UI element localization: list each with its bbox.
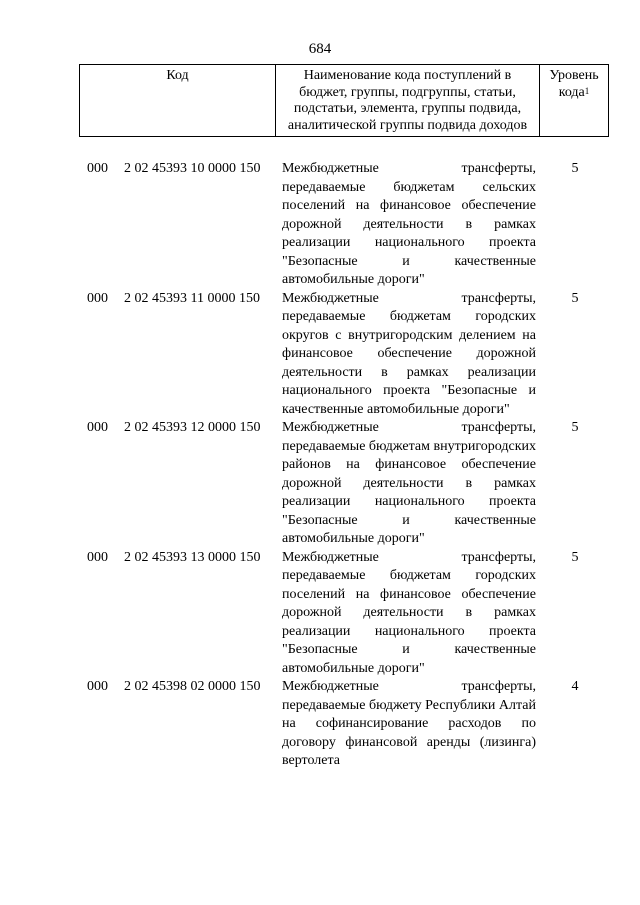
header-level (540, 65, 608, 136)
row-description: Межбюджетные трансферты, передаваемые бюджету Республики Алтай на софинансирование расходов по договору финансовой аренды (лизинга) вертолета (282, 679, 536, 768)
row-budget-code: 2 02 45398 02 0000 150 (124, 679, 261, 694)
page-number: 684 (308, 41, 332, 57)
row-level: 5 (571, 161, 579, 176)
header-name: Наименование кода поступлений в бюджет, группы, подгруппы, статьи, подстатьи, элемента, группы подвида, аналитической группы подвида доходов (276, 65, 540, 136)
row-admin-code: 000 (87, 420, 108, 435)
header-level-label-tail: а (578, 84, 585, 100)
row-admin-code: 000 (87, 549, 108, 565)
row-admin-code: 000 (87, 290, 108, 306)
header-code: Код (80, 65, 276, 136)
table-row (0, 419, 640, 549)
row-level: 5 (571, 549, 579, 565)
row-budget-code: 2 02 45393 10 0000 150 (124, 161, 261, 176)
row-level: 5 (571, 290, 579, 306)
row-level: 4 (571, 679, 579, 694)
table-body (0, 160, 640, 771)
header-level-label: Уровень код (549, 68, 599, 100)
header-level-footnote: 1 (584, 85, 590, 96)
row-budget-code: 2 02 45393 12 0000 150 (124, 420, 261, 435)
row-budget-code: 2 02 45393 11 0000 150 (124, 290, 260, 306)
row-admin-code: 000 (87, 679, 108, 694)
table-row (0, 678, 640, 771)
row-budget-code: 2 02 45393 13 0000 150 (124, 549, 261, 565)
table-header (79, 64, 609, 137)
table-row (0, 549, 640, 679)
row-description: Межбюджетные трансферты, передаваемые бюджетам внутригородских районов на финансовое обеспечение дорожной деятельности в рамках реализации национального проекта "Безопасные и качественные автомобильные дороги" (282, 420, 536, 546)
row-level: 5 (571, 420, 579, 435)
table-row (0, 160, 640, 290)
row-description: Межбюджетные трансферты, передаваемые бюджетам сельских поселений на финансовое обеспечение дорожной деятельности в рамках реализации национального проекта "Безопасные и качественные автомобильные дороги" (282, 161, 536, 287)
row-description: Межбюджетные трансферты, передаваемые бюджетам городских округов с внутригородским делением на финансовое обеспечение дорожной деятельности в рамках реализации национального проекта "Безопасные и качественные автомобильные дороги" (282, 290, 536, 417)
row-admin-code: 000 (87, 161, 108, 176)
table-row (0, 290, 640, 420)
row-description: Межбюджетные трансферты, передаваемые бюджетам городских поселений на финансовое обеспечение дорожной деятельности в рамках реализации национального проекта "Безопасные и качественные автомобильные дороги" (282, 549, 536, 676)
